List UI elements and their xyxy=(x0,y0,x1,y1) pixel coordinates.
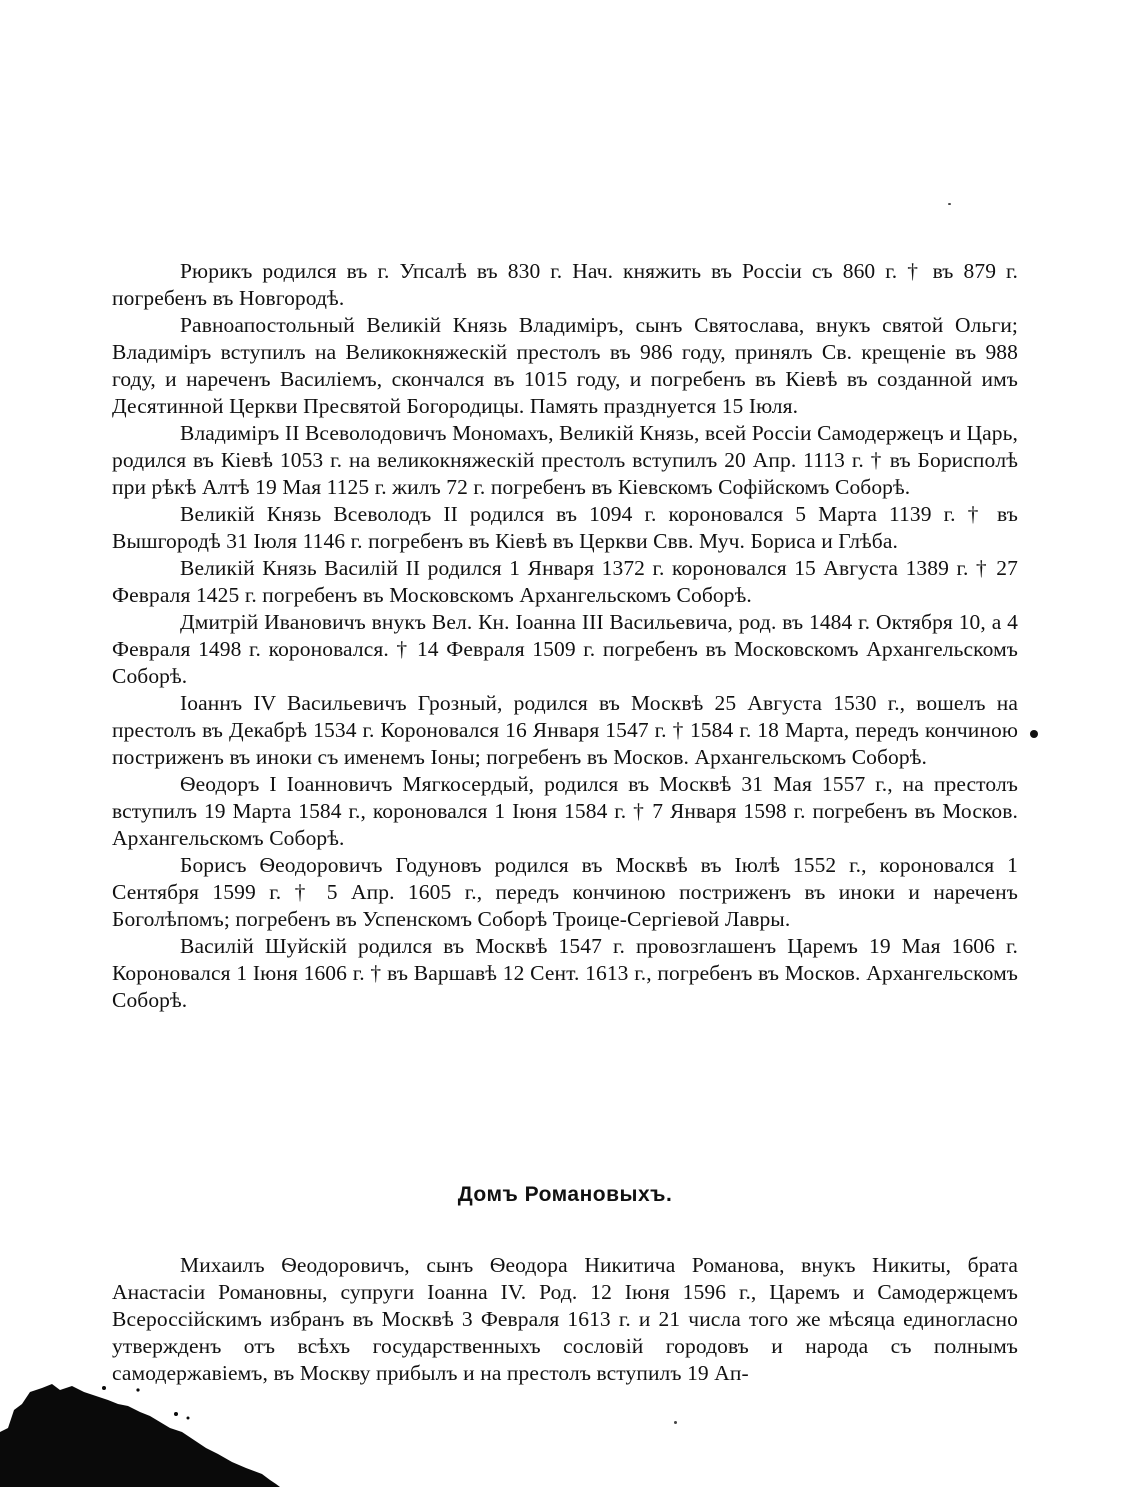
scan-ink-blot xyxy=(0,1370,280,1487)
section-heading: Домъ Романовыхъ. xyxy=(457,1183,673,1206)
paragraph-boris: Борисъ Ѳеодоровичъ Годуновъ родился въ Москвѣ въ Іюлѣ 1552 г., короновался 1 Сентября 1599 г. † 5 Апр. 1605 г., передъ кончиною постриженъ въ иноки и нареченъ Боголѣпомъ; погребенъ въ Успенскомъ Соборѣ Троице-Сергіевой Лавры. xyxy=(112,853,1018,931)
margin-dot-mark xyxy=(1030,730,1038,738)
paragraph-rurik: Рюрикъ родился въ г. Упсалѣ въ 830 г. Нач. княжить въ Россіи съ 860 г. † въ 879 г. погребенъ въ Новгородѣ. xyxy=(112,259,1018,310)
scan-speck xyxy=(948,203,951,205)
paragraph-vladimir-i: Равноапостольный Великій Князь Владиміръ, сынъ Святослава, внукъ святой Ольги; Владиміръ вступилъ на Великокняжескій престолъ въ 986 году, принялъ Св. крещеніе въ 988 году, и нареченъ Василіемъ, скончался въ 1015 году, и погребенъ въ Кіевѣ въ созданной имъ Десятинной Церкви Пресвятой Богородицы. Память празднуется 15 Іюля. xyxy=(112,313,1018,418)
paragraph-feodor-i: Ѳеодоръ I Іоанновичъ Мягкосердый, родился въ Москвѣ 31 Мая 1557 г., на престолъ вступилъ 19 Марта 1584 г., короновался 1 Іюня 1584 г. † 7 Января 1598 г. погребенъ въ Москов. Архангельскомъ Соборѣ. xyxy=(112,772,1018,850)
paragraph-vasily-shuisky: Василій Шуйскій родился въ Москвѣ 1547 г. провозглашенъ Царемъ 19 Мая 1606 г. Короновался 1 Іюня 1606 г. † въ Варшавѣ 12 Сент. 1613 г., погребенъ въ Москов. Архангельскомъ Соборѣ. xyxy=(112,934,1018,1012)
paragraph-dmitry: Дмитрій Ивановичъ внукъ Вел. Кн. Іоанна III Васильевича, род. въ 1484 г. Октября 10, а 4 Февраля 1498 г. короновался. † 14 Февраля 1509 г. погребенъ въ Московскомъ Архангельскомъ Соборѣ. xyxy=(112,610,1018,688)
paragraph-mikhail: Михаилъ Ѳеодоровичъ, сынъ Ѳеодора Никитича Романова, внукъ Никиты, брата Анастасіи Романовны, супруги Іоанна IV. Род. 12 Іюня 1596 г., Царемъ и Самодержцемъ Всероссійскимъ избранъ въ Москвѣ 3 Февраля 1613 г. и 21 числа того же мѣсяца единогласно утвержденъ отъ всѣхъ государственныхъ сословій городовъ и народа съ полнымъ самодержавіемъ, въ Москву прибылъ и на престолъ вступилъ 19 Ап- xyxy=(112,1253,1018,1385)
paragraph-vladimir-ii: Владиміръ II Всеволодовичъ Мономахъ, Великій Князь, всей Россіи Самодержецъ и Царь, родился въ Кіевѣ 1053 г. на великокняжескій престолъ вступилъ 20 Апр. 1113 г. † въ Бориспoлѣ при рѣкѣ Алтѣ 19 Мая 1125 г. жилъ 72 г. погребенъ въ Кіевскомъ Софійскомъ Соборѣ. xyxy=(112,421,1018,499)
scan-speck xyxy=(674,1421,677,1424)
rurikid-section xyxy=(112,258,1018,1014)
romanov-section xyxy=(112,1252,1018,1387)
paragraph-vsevolod-ii: Великій Князь Всеволодъ II родился въ 1094 г. короновался 5 Марта 1139 г. † въ Вышгородѣ 31 Іюля 1146 г. погребенъ въ Кіевѣ въ Церкви Свв. Муч. Бориса и Глѣба. xyxy=(112,502,1018,553)
paragraph-vasily-ii: Великій Князь Василій II родился 1 Января 1372 г. короновался 15 Августа 1389 г. † 27 Февраля 1425 г. погребенъ въ Московскомъ Архангельскомъ Соборѣ. xyxy=(112,556,1018,607)
paragraph-ivan-iv: Іоаннъ IV Васильевичъ Грозный, родился въ Москвѣ 25 Августа 1530 г., вошелъ на престолъ въ Декабрѣ 1534 г. Короновался 16 Января 1547 г. † 1584 г. 18 Марта, передъ кончиною постриженъ въ иноки съ именемъ Іоны; погребенъ въ Москов. Архангельскомъ Соборѣ. xyxy=(112,691,1018,769)
